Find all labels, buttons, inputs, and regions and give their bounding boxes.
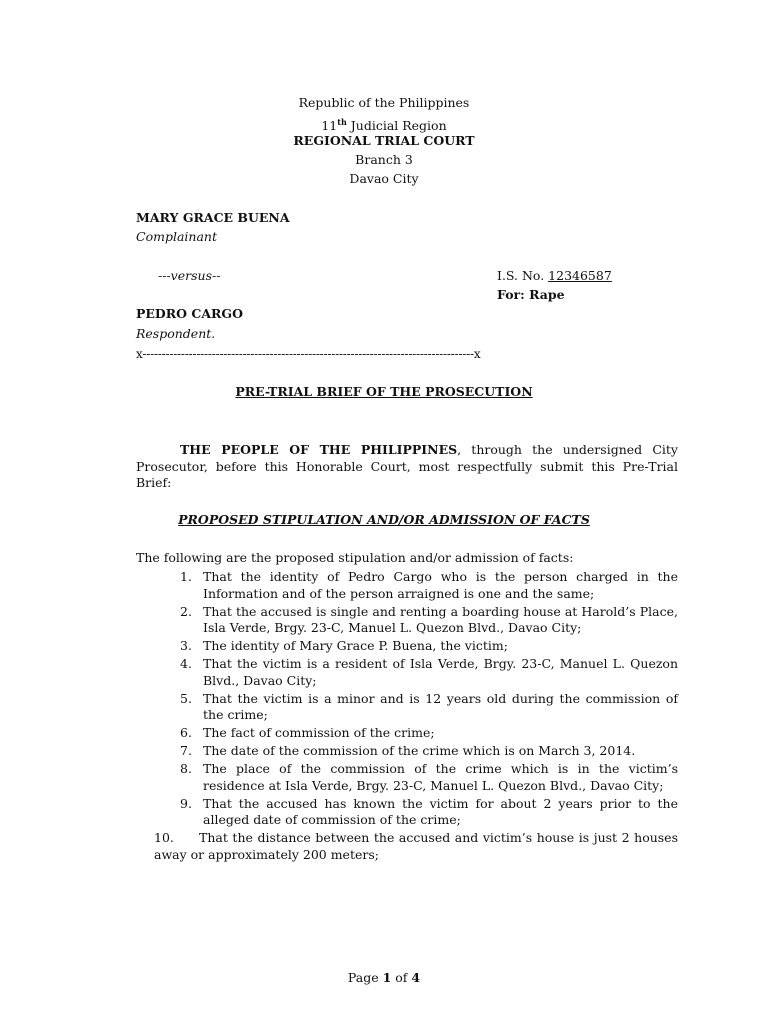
intro-rest: , through the undersigned City Prosecutor, before this Honorable Court, most respectfully submit this Pre-Trial Brief: (136, 442, 678, 490)
page-of-label: of (391, 970, 412, 985)
intro-lead: THE PEOPLE OF THE PHILIPPINES (180, 442, 458, 457)
respondent-role: Respondent. (136, 326, 216, 341)
facts-list (136, 569, 678, 865)
fact-text: That the identity of Pedro Cargo who is the person charged in the Information and of the person arraigned is one and the same; (203, 569, 678, 601)
page-footer (0, 970, 768, 986)
case-number-line (497, 268, 612, 284)
fact-text: That the accused is single and renting a boarding house at Harold’s Place, Isla Verde, Brgy. 23-C, Manuel L. Quezon Blvd., Davao City; (203, 603, 678, 635)
case-charge: For: Rape (497, 287, 565, 302)
facts-intro: The following are the proposed stipulation and/or admission of facts: (136, 550, 574, 565)
fact-item (136, 604, 678, 637)
fact-item (136, 761, 678, 794)
fact-item (136, 691, 678, 724)
fact-number: 5. (180, 690, 192, 706)
city-line: Davao City (349, 171, 419, 186)
intro-paragraph (136, 442, 678, 492)
fact-text: That the accused has known the victim for about 2 years prior to the alleged date of commission of the crime; (203, 795, 678, 827)
fact-number: 2. (180, 603, 192, 619)
fact-text: The identity of Mary Grace P. Buena, the victim; (203, 638, 508, 653)
fact-item (136, 796, 678, 829)
fact-number: 6. (180, 725, 192, 740)
page-number: 1 (382, 970, 392, 985)
fact-text: The fact of commission of the crime; (203, 725, 435, 740)
respondent-name: PEDRO CARGO (136, 306, 243, 321)
fact-number: 8. (180, 761, 192, 776)
fact-item (136, 569, 678, 602)
fact-number: 4. (180, 656, 192, 671)
region-number: 11 (321, 118, 338, 133)
fact-number: 9. (180, 795, 192, 811)
fact-item (136, 830, 678, 863)
page-label: Page (347, 970, 383, 985)
section-title: PROPOSED STIPULATION AND/OR ADMISSION OF FACTS (178, 512, 590, 527)
republic-line: Republic of the Philippines (298, 95, 470, 110)
fact-number: 3. (180, 638, 192, 653)
region-text: Judicial Region (346, 118, 447, 133)
fact-number: 10. (154, 830, 174, 845)
fact-text: The date of the commission of the crime which is on March 3, 2014. (203, 743, 636, 758)
fact-item (136, 656, 678, 689)
document-title: PRE-TRIAL BRIEF OF THE PROSECUTION (235, 384, 533, 399)
caption-divider: x--------------------------------------------------------------------------------------x (136, 347, 481, 361)
complainant-name: MARY GRACE BUENA (136, 210, 290, 225)
case-number: 12346587 (548, 268, 612, 283)
fact-number: 7. (180, 743, 192, 758)
fact-item (136, 638, 678, 655)
fact-text: That the victim is a resident of Isla Verde, Brgy. 23-C, Manuel L. Quezon Blvd., Davao City; (203, 656, 678, 688)
fact-text: That the distance between the accused and victim’s house is just 2 houses away or approximately 200 meters; (154, 830, 678, 862)
judicial-region-line (0, 114, 768, 134)
complainant-role: Complainant (136, 229, 217, 244)
fact-text: That the victim is a minor and is 12 years old during the commission of the crime; (203, 690, 678, 722)
fact-item (136, 743, 678, 760)
court-name: REGIONAL TRIAL COURT (293, 133, 475, 148)
case-number-label: I.S. No. (497, 268, 549, 283)
versus-text: ---versus-- (158, 268, 221, 283)
region-ordinal: th (337, 117, 347, 127)
page-total: 4 (411, 970, 421, 985)
branch-line: Branch 3 (355, 152, 413, 167)
fact-item (136, 725, 678, 742)
fact-number: 1. (180, 569, 192, 584)
fact-text: The place of the commission of the crime which is in the victim’s residence at Isla Verde, Brgy. 23-C, Manuel L. Quezon Blvd., Davao City; (203, 761, 678, 793)
